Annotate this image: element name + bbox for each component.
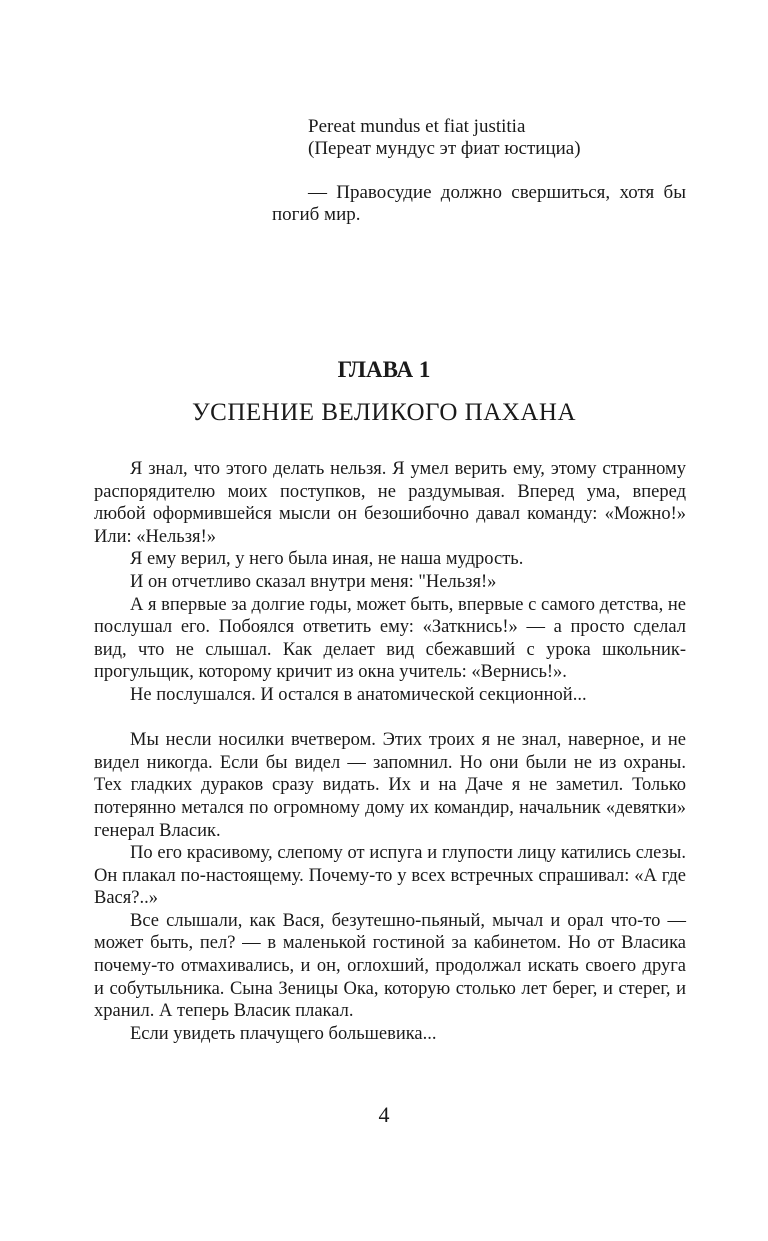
section-break	[94, 707, 686, 730]
epigraph	[272, 116, 686, 226]
chapter-number: ГЛАВА 1	[337, 357, 431, 382]
paragraph: Не послушался. И остался в анатомической секционной...	[130, 684, 587, 705]
body-text	[94, 458, 686, 1045]
paragraph: Если увидеть плачущего большевика...	[130, 1023, 437, 1044]
epigraph-latin: Pereat mundus et fiat justitia	[308, 116, 526, 137]
epigraph-transliteration: (Переат мундус эт фиат юстициа)	[308, 138, 581, 159]
paragraph: Все слышали, как Вася, безутешно-пьяный, мычал и орал что-то — может быть, пел? — в маленькой гостиной за кабинетом. Но от Власика почему-то отмахивались, и он, оглохший, продолжал искать своего друга и собутыльника. Сына Зеницы Ока, которую столько лет берег, и стерег, и хранил. А теперь Власик плакал.	[94, 910, 686, 1022]
paragraph: И он отчетливо сказал внутри меня: "Нельзя!»	[130, 571, 497, 592]
paragraph: А я впервые за долгие годы, может быть, впервые с самого детства, не послушал его. Побоялся ответить ему: «Заткнись!» — а просто сделал вид, что не слышал. Как делает вид сбежавший с урока школьник-прогульщик, которому кричит из окна учитель: «Вернись!».	[94, 594, 686, 683]
paragraph: Мы несли носилки вчетвером. Этих троих я не знал, наверное, и не видел никогда. Если бы видел — запомнил. Но они были не из охраны. Тех гладких дураков сразу видать. Их и на Даче я не заметил. Только потерянно метался по огромному дому их командир, начальник «девятки» генерал Власик.	[94, 730, 686, 841]
page-number: 4	[378, 1102, 390, 1127]
epigraph-translation: — Правосудие должно свершиться, хотя бы погиб мир.	[272, 182, 686, 225]
paragraph: Я ему верил, у него была иная, не наша мудрость.	[130, 549, 524, 570]
paragraph: По его красивому, слепому от испуга и глупости лицу катились слезы. Он плакал по-настоящему. Почему-то у всех встречных спрашивал: «А где Вася?..»	[94, 843, 686, 909]
paragraph: Я знал, что этого делать нельзя. Я умел верить ему, этому странному распорядителю моих поступков, не раздумывая. Вперед ума, вперед любой оформившейся мысли он безошибочно давал команду: «Можно!» Или: «Нельзя!»	[94, 459, 686, 547]
chapter-title: УСПЕНИЕ ВЕЛИКОГО ПАХАНА	[191, 399, 577, 426]
